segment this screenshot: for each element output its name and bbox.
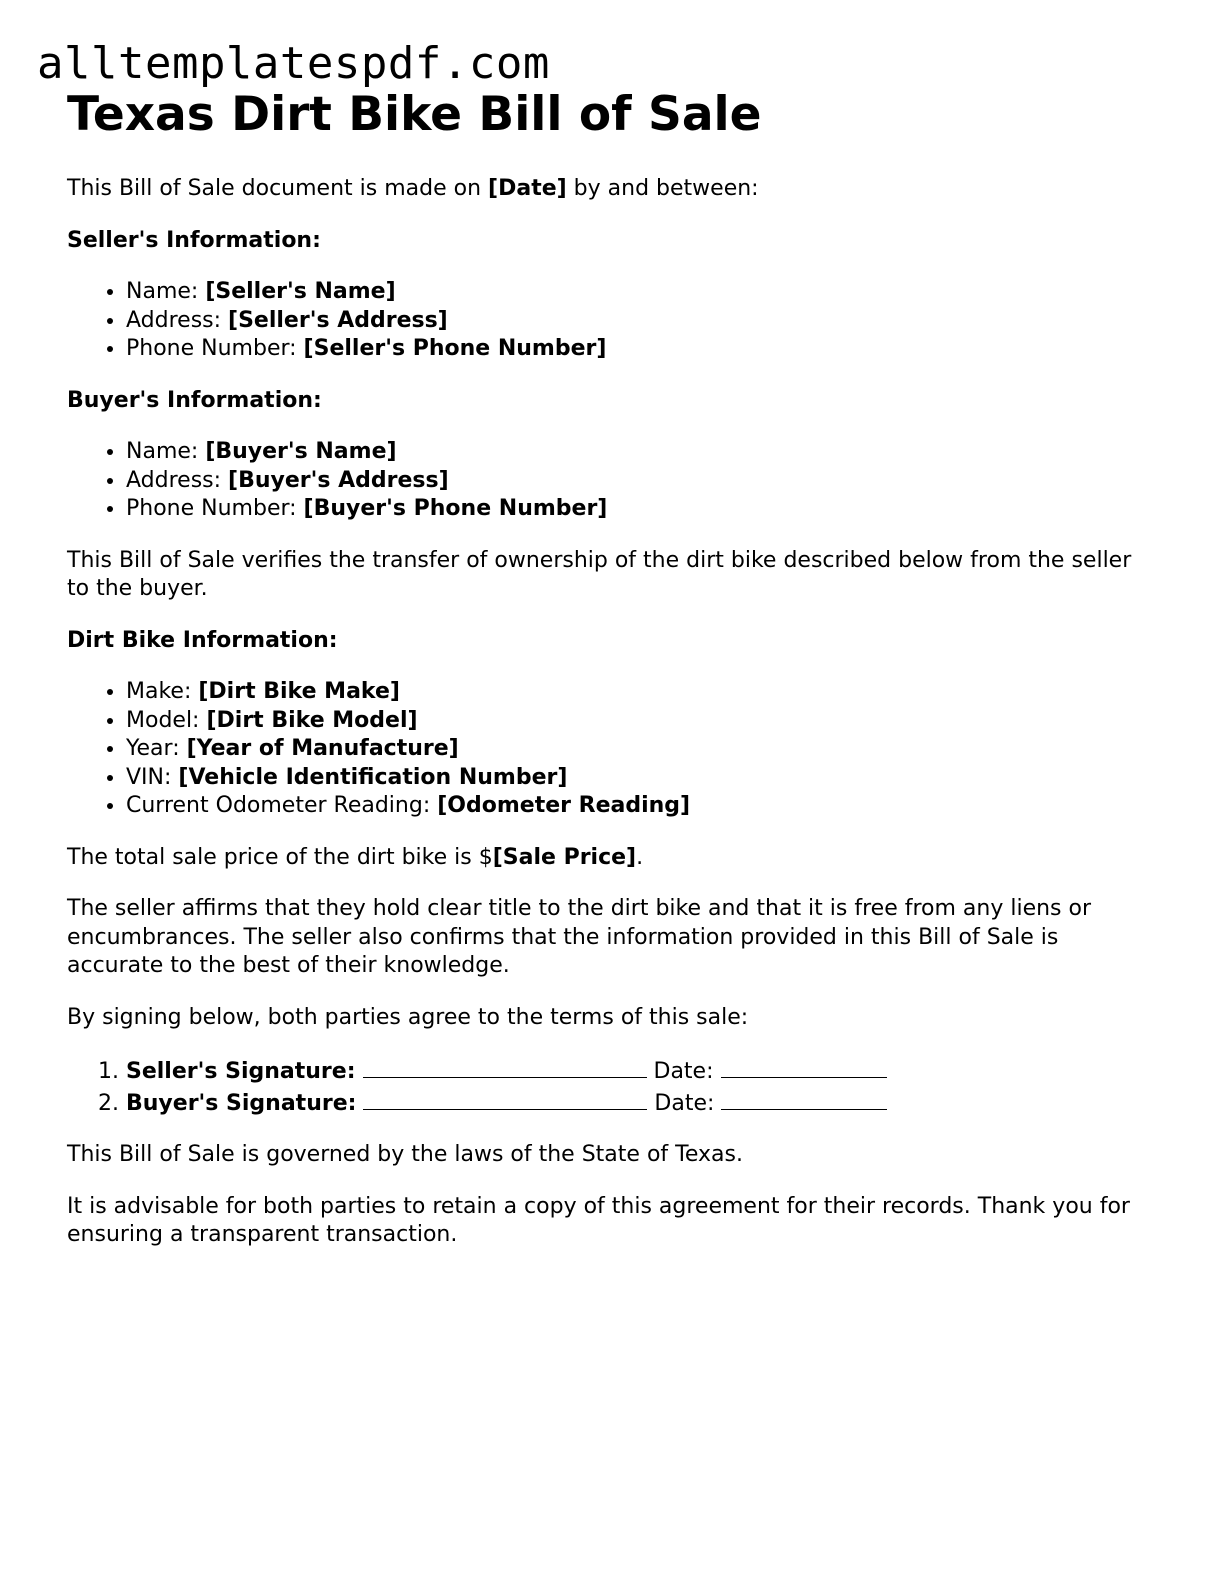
- document-body: [67, 86, 1157, 1250]
- bike-model-label: Model:: [126, 707, 207, 733]
- seller-date-label: Date:: [653, 1059, 714, 1084]
- seller-address-value: [Seller's Address]: [228, 307, 448, 333]
- intro-date-placeholder: [Date]: [488, 176, 567, 201]
- bike-vin-value: [Vehicle Identification Number]: [178, 764, 568, 790]
- seller-signature-line[interactable]: [363, 1055, 647, 1078]
- seller-address-label: Address:: [126, 307, 229, 333]
- seller-name-value: [Seller's Name]: [205, 279, 396, 304]
- buyer-address-item: [126, 467, 1157, 496]
- bike-make-value: [Dirt Bike Make]: [198, 679, 400, 704]
- buyer-address-value: [Buyer's Address]: [228, 467, 449, 493]
- bike-vin-label: VIN:: [126, 764, 179, 790]
- bike-odometer-item: [126, 792, 1157, 821]
- governed-paragraph: This Bill of Sale is governed by the laws of the State of Texas.: [67, 1142, 743, 1167]
- bike-year-item: [126, 735, 1157, 764]
- seller-name-label: Name:: [126, 279, 206, 304]
- document-title: Texas Dirt Bike Bill of Sale: [67, 87, 762, 142]
- buyer-info-list: [67, 438, 1157, 524]
- buyer-signature-label: Buyer's Signature:: [126, 1090, 357, 1116]
- buyer-signature-line[interactable]: [363, 1087, 647, 1110]
- closing-paragraph: It is advisable for both parties to retain a copy of this agreement for their records. Thank you for ensuring a transparent transaction.: [67, 1193, 1130, 1247]
- intro-paragraph: [67, 175, 1157, 204]
- price-paragraph: [67, 844, 1157, 873]
- seller-name-item: [126, 278, 1157, 307]
- seller-phone-label: Phone Number:: [126, 336, 304, 361]
- affirm-paragraph: The seller affirms that they hold clear title to the dirt bike and that it is free from any liens or encumbrances. The seller also confirms that the information provided in this Bill of Sale is accurate to the best of their knowledge.: [67, 896, 1092, 978]
- intro-after: by and between:: [566, 176, 759, 201]
- bike-info-list: [67, 678, 1157, 821]
- buyer-heading: Buyer's Information:: [67, 387, 322, 413]
- bike-year-value: [Year of Manufacture]: [186, 736, 459, 761]
- buyer-signature-item: [126, 1087, 1157, 1119]
- signing-paragraph: By signing below, both parties agree to the terms of this sale:: [67, 1004, 749, 1030]
- seller-signature-item: [126, 1055, 1157, 1087]
- bike-vin-item: [126, 764, 1157, 793]
- bike-model-value: [Dirt Bike Model]: [206, 707, 418, 733]
- buyer-name-value: [Buyer's Name]: [205, 439, 397, 464]
- seller-signature-label: Seller's Signature:: [126, 1059, 356, 1084]
- buyer-address-label: Address:: [126, 467, 229, 493]
- bike-year-label: Year:: [126, 736, 187, 761]
- buyer-phone-label: Phone Number:: [126, 496, 304, 521]
- seller-phone-item: [126, 335, 1157, 364]
- signature-list: [67, 1055, 1157, 1118]
- buyer-name-label: Name:: [126, 439, 206, 464]
- buyer-phone-item: [126, 495, 1157, 524]
- seller-phone-value: [Seller's Phone Number]: [303, 336, 607, 361]
- seller-address-item: [126, 307, 1157, 336]
- bike-odometer-value: [Odometer Reading]: [437, 793, 691, 818]
- seller-date-line[interactable]: [721, 1055, 887, 1078]
- seller-heading: Seller's Information:: [67, 227, 321, 253]
- price-after: .: [636, 844, 644, 870]
- bike-heading: Dirt Bike Information:: [67, 627, 338, 653]
- price-value: [Sale Price]: [492, 844, 637, 870]
- price-before: The total sale price of the dirt bike is $: [67, 844, 493, 870]
- bike-make-label: Make:: [126, 679, 199, 704]
- buyer-date-label: Date:: [654, 1090, 715, 1116]
- buyer-phone-value: [Buyer's Phone Number]: [303, 496, 608, 521]
- intro-before: This Bill of Sale document is made on: [67, 176, 489, 201]
- bike-odometer-label: Current Odometer Reading:: [126, 793, 438, 818]
- transfer-paragraph: This Bill of Sale verifies the transfer of ownership of the dirt bike described below from the seller to the buyer.: [67, 547, 1132, 601]
- seller-info-list: [67, 278, 1157, 364]
- bike-model-item: [126, 707, 1157, 736]
- bike-make-item: [126, 678, 1157, 707]
- watermark-text: alltemplatespdf.com: [37, 38, 550, 89]
- buyer-date-line[interactable]: [721, 1087, 887, 1110]
- buyer-name-item: [126, 438, 1157, 467]
